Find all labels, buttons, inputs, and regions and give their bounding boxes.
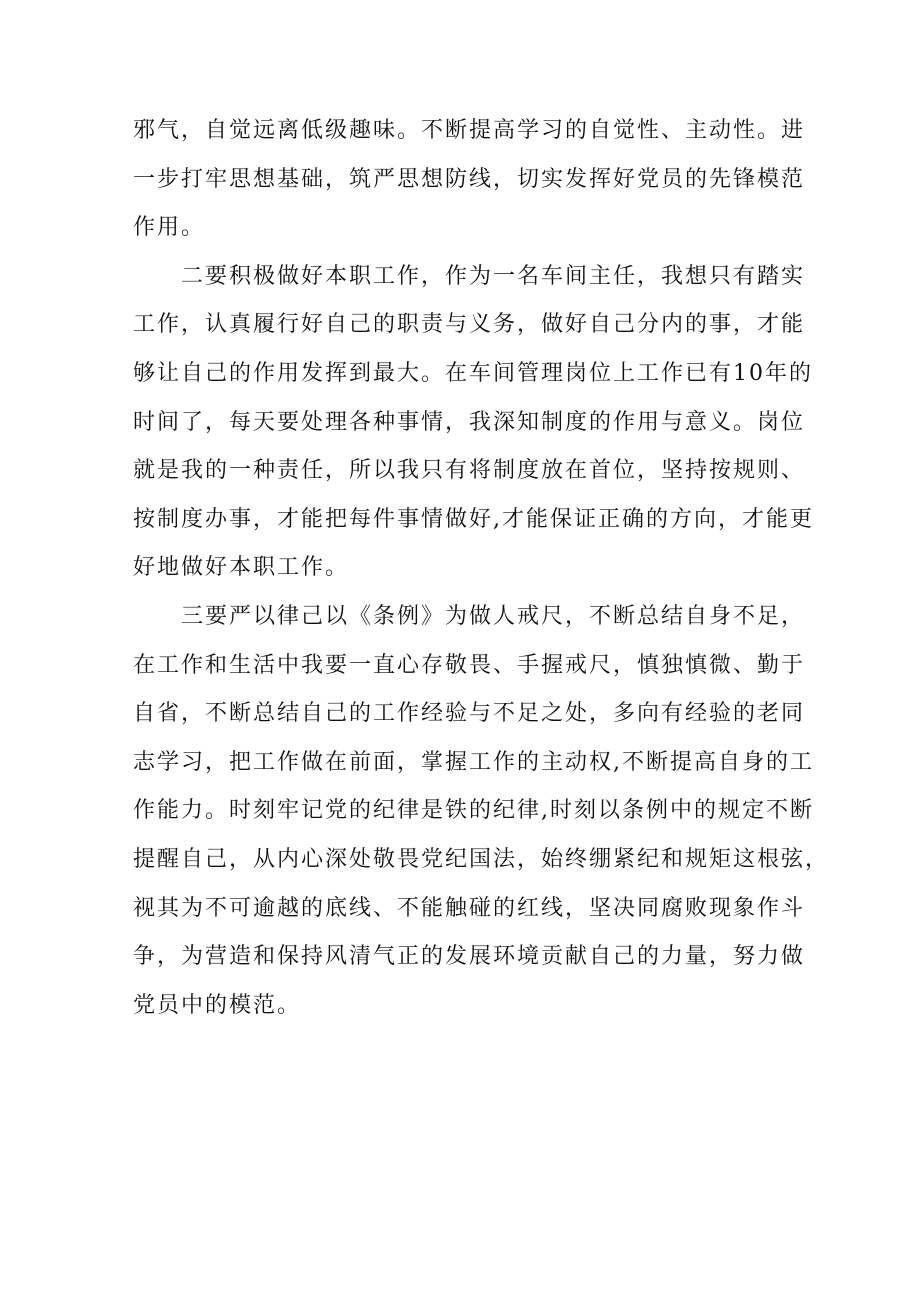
- text-line: 好地做好本职工作。: [133, 555, 350, 581]
- text-line: 按制度办事，才能把每件事情做好,才能保证正确的方向，才能更: [133, 506, 814, 532]
- text-line: 志学习，把工作做在前面，掌握工作的主动权,不断提高自身的工: [133, 749, 814, 775]
- paragraph-2: [133, 253, 814, 593]
- text-line: 作用。: [133, 215, 206, 241]
- paragraph-3: [133, 593, 830, 1030]
- document-body: [133, 107, 830, 1030]
- paragraph-1: [133, 107, 806, 253]
- text-line: 就是我的一种责任，所以我只有将制度放在首位，坚持按规则、: [133, 458, 806, 484]
- text-line: 视其为不可逾越的底线、不能触碰的红线，坚决同腐败现象作斗: [133, 895, 806, 921]
- text-line: 自省，不断总结自己的工作经验与不足之处，多向有经验的老同: [133, 701, 806, 727]
- text-line: 时间了，每天要处理各种事情，我深知制度的作用与意义。岗位: [133, 409, 806, 435]
- text-line: 争，为营造和保持风清气正的发展环境贡献自己的力量，努力做: [133, 944, 806, 970]
- text-line: 三要严以律己以《条例》为做人戒尺，不断总结自身不足，: [181, 603, 806, 629]
- text-line: 够让自己的作用发挥到最大。在车间管理岗位上工作已有10年的: [133, 360, 813, 386]
- text-line: 提醒自己，从内心深处敬畏党纪国法，始终绷紧纪和规矩这根弦，: [133, 846, 830, 872]
- text-line: 二要积极做好本职工作，作为一名车间主任，我想只有踏实: [181, 263, 806, 289]
- text-line: 邪气，自觉远离低级趣味。不断提高学习的自觉性、主动性。进: [133, 118, 806, 143]
- text-line: 一步打牢思想基础，筑严思想防线，切实发挥好党员的先锋模范: [133, 166, 806, 192]
- text-line: 在工作和生活中我要一直心存敬畏、手握戒尺，慎独慎微、勤于: [133, 652, 806, 678]
- text-line: 党员中的模范。: [133, 992, 302, 1018]
- text-line: 作能力。时刻牢记党的纪律是铁的纪律,时刻以条例中的规定不断: [133, 798, 814, 824]
- text-line: 工作，认真履行好自己的职责与义务，做好自己分内的事，才能: [133, 312, 806, 338]
